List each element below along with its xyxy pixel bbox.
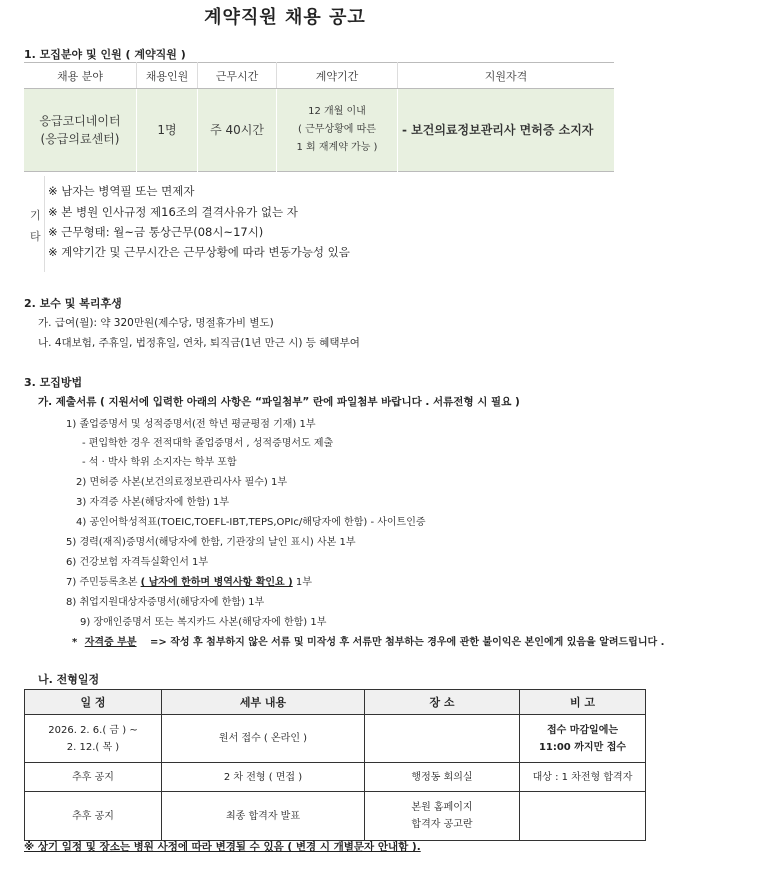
cell-period bbox=[277, 89, 398, 172]
etc-label-2: 타 bbox=[30, 230, 41, 243]
table-row bbox=[25, 792, 646, 841]
note-1: ※ 남자는 병역필 또는 면제자 bbox=[48, 184, 195, 198]
table-row bbox=[25, 763, 646, 792]
row3-place-line1: 본원 홈페이지 bbox=[411, 802, 473, 813]
period-line2: ( 근무상황에 따른 bbox=[298, 124, 376, 135]
row3-note bbox=[520, 792, 646, 841]
cell-qualification: - 보건의료정보관리사 면허증 소지자 bbox=[398, 89, 615, 172]
col-header-qualification: 지원자격 bbox=[398, 63, 615, 89]
row2-place: 행정동 회의실 bbox=[365, 763, 520, 792]
schedule-table bbox=[24, 689, 646, 841]
doc-item-6: 6) 건강보험 자격득실확인서 1부 bbox=[66, 557, 209, 568]
doc-item-7 bbox=[66, 573, 312, 588]
doc-item-1b: - 석 · 박사 학위 소지자는 학부 포함 bbox=[82, 457, 237, 468]
recruit-table bbox=[24, 62, 614, 172]
documents-heading-suffix: 란에 파일첨부 바랍니다 . 서류전형 시 필요 ) bbox=[309, 396, 520, 408]
doc-item-7-bold: ( 남자에 한하며 병역사항 확인요 ) bbox=[140, 577, 293, 588]
row1-note bbox=[520, 715, 646, 763]
doc-item-7-label: 7) 주민등록초본 bbox=[66, 577, 138, 588]
cell-count: 1명 bbox=[137, 89, 198, 172]
doc-item-8: 8) 취업지원대상자증명서(해당자에 한함) 1부 bbox=[66, 597, 265, 608]
row1-date bbox=[25, 715, 162, 763]
row1-note-line2: 11:00 까지만 접수 bbox=[538, 741, 627, 753]
schedule-header-detail: 세부 내용 bbox=[162, 690, 365, 715]
row2-detail: 2 차 전형 ( 면접 ) bbox=[162, 763, 365, 792]
documents-heading bbox=[38, 394, 520, 409]
notice-star: * bbox=[72, 637, 78, 648]
cell-field bbox=[24, 89, 137, 172]
period-line1: 12 개월 이내 bbox=[308, 106, 366, 117]
doc-item-1: 1) 졸업증명서 및 성적증명서(전 학년 평균평점 기재) 1부 bbox=[66, 419, 316, 430]
cell-hours: 주 40시간 bbox=[198, 89, 277, 172]
field-line1: 응급코디네이터 bbox=[39, 114, 121, 128]
notice-text: => 작성 후 첨부하지 않은 서류 및 미작성 후 서류만 첨부하는 경우에 관한 불이익은 본인에게 있음을 알려드립니다 . bbox=[150, 637, 665, 648]
schedule-header-date: 일 정 bbox=[25, 690, 162, 715]
etc-divider bbox=[44, 176, 45, 272]
row3-place bbox=[365, 792, 520, 841]
note-2: ※ 본 병원 인사규정 제16조의 결격사유가 없는 자 bbox=[48, 205, 298, 219]
period-line3: 1 회 재계약 가능 ) bbox=[296, 142, 378, 153]
section1-heading: 1. 모집분야 및 인원 ( 계약직원 ) bbox=[24, 48, 186, 61]
doc-item-4: 4) 공인어학성적표(TOEIC,TOEFL-IBT,TEPS,OPIc/해당자에 한함) - 사이트인증 bbox=[76, 517, 426, 528]
benefit-item-1: 가. 급여(월): 약 320만원(제수당, 명절휴가비 별도) bbox=[38, 317, 274, 329]
doc-item-3: 3) 자격증 사본(해당자에 한함) 1부 bbox=[76, 497, 230, 508]
col-header-field: 채용 분야 bbox=[24, 63, 137, 89]
row1-place bbox=[365, 715, 520, 763]
schedule-header-note: 비 고 bbox=[520, 690, 646, 715]
documents-heading-prefix: 가. 제출서류 ( 지원서에 입력한 아래의 사항은 bbox=[38, 396, 255, 408]
notice-line bbox=[72, 633, 664, 648]
schedule-footnote: ※ 상기 일정 및 장소는 병원 사정에 따라 변경될 수 있음 ( 변경 시 개별문자 안내함 ). bbox=[24, 841, 421, 853]
doc-item-2: 2) 면허증 사본(보건의료정보관리사사 필수) 1부 bbox=[76, 477, 288, 488]
col-header-period: 계약기간 bbox=[277, 63, 398, 89]
benefit-item-2: 나. 4대보험, 주휴일, 법정휴일, 연차, 퇴직금(1년 만근 시) 등 혜택부여 bbox=[38, 337, 360, 349]
doc-item-7-suffix: 1부 bbox=[292, 577, 312, 588]
row1-note-line1: 접수 마감일에는 bbox=[546, 724, 619, 736]
row2-date: 추후 공지 bbox=[25, 763, 162, 792]
field-line2: (응급의료센터) bbox=[40, 132, 120, 146]
col-header-count: 채용인원 bbox=[137, 63, 198, 89]
etc-label-1: 기 bbox=[30, 209, 41, 222]
row2-note: 대상 : 1 차전형 합격자 bbox=[520, 763, 646, 792]
schedule-header-place: 장 소 bbox=[365, 690, 520, 715]
notice-label: 자격증 부분 bbox=[84, 637, 137, 648]
page-title: 계약직원 채용 공고 bbox=[204, 7, 366, 28]
row1-date-line1: 2026. 2. 6.( 금 ) ~ bbox=[48, 724, 138, 736]
documents-heading-highlight: “파일첨부” bbox=[254, 396, 310, 408]
row1-detail: 원서 접수 ( 온라인 ) bbox=[162, 715, 365, 763]
row3-date: 추후 공지 bbox=[25, 792, 162, 841]
doc-item-5: 5) 경력(재직)증명서(해당자에 한함, 기관장의 날인 표시) 사본 1부 bbox=[66, 537, 356, 548]
row3-detail: 최종 합격자 발표 bbox=[162, 792, 365, 841]
row3-place-line2: 합격자 공고란 bbox=[411, 819, 473, 830]
section2-heading: 2. 보수 및 복리후생 bbox=[24, 297, 122, 310]
note-4: ※ 계약기간 및 근무시간은 근무상황에 따라 변동가능성 있음 bbox=[48, 245, 350, 259]
row1-date-line2: 2. 12.( 목 ) bbox=[66, 741, 120, 753]
note-3: ※ 근무형태: 월~금 통상근무(08시~17시) bbox=[48, 225, 264, 239]
doc-item-1a: - 편입학한 경우 전적대학 졸업증명서 , 성적증명서도 제출 bbox=[82, 438, 334, 449]
doc-item-9: 9) 장애인증명서 또는 복지카드 사본(해당자에 한함) 1부 bbox=[80, 617, 327, 628]
table-row bbox=[25, 715, 646, 763]
col-header-hours: 근무시간 bbox=[198, 63, 277, 89]
section3-heading: 3. 모집방법 bbox=[24, 376, 83, 389]
schedule-heading: 나. 전형일정 bbox=[38, 673, 100, 686]
